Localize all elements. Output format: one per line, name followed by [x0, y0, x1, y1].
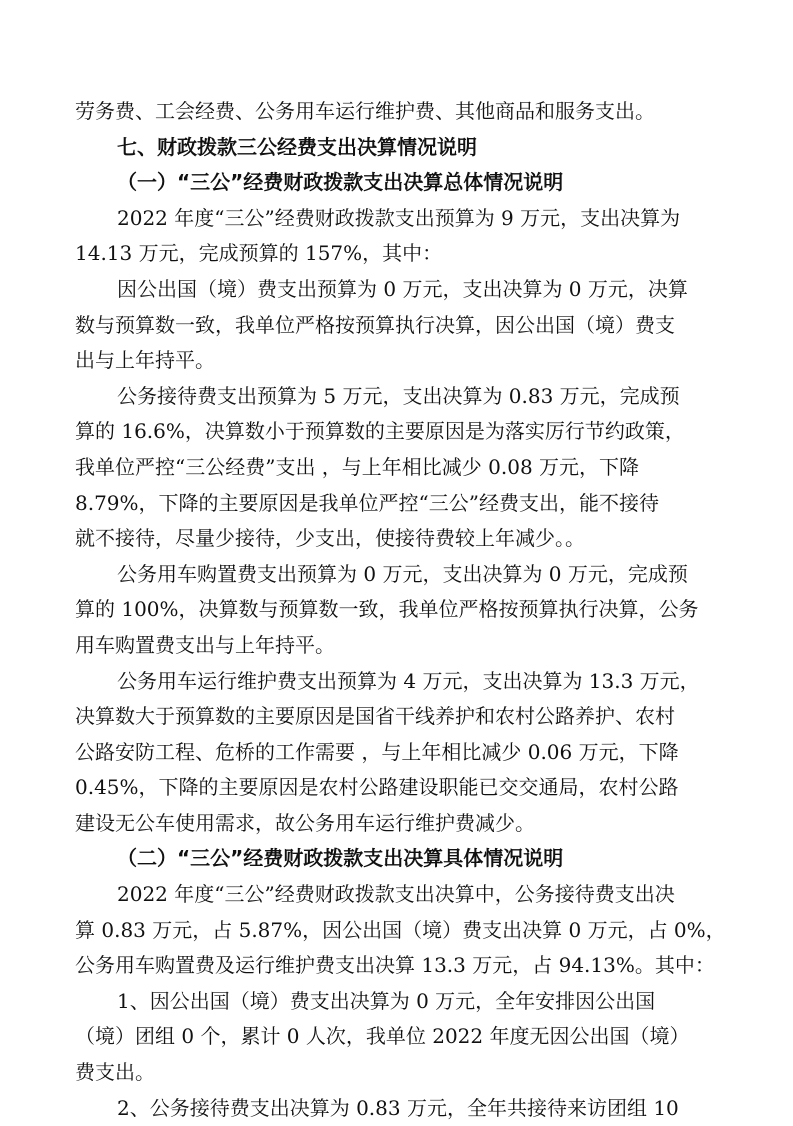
subsection-heading: （二）“三公”经费财政拨款支出决算具体情况说明	[117, 846, 564, 871]
paragraph-line: 公务接待费支出预算为 5 万元，支出决算为 0.83 万元，完成预	[117, 383, 680, 408]
paragraph-line: 费支出。	[75, 1060, 155, 1085]
paragraph-line: 就不接待，尽量少接待，少支出，使接待费较上年减少。。	[75, 526, 585, 551]
paragraph-line: 我单位严控“三公经费”支出 ，与上年相比减少 0.08 万元，下降	[75, 454, 640, 479]
paragraph-line: 因公出国（境）费支出预算为 0 万元，支出决算为 0 万元，决算	[117, 276, 688, 301]
paragraph-line: （境）团组 0 个，累计 0 人次，我单位 2022 年度无因公出国（境）	[75, 1024, 690, 1049]
paragraph-line: 用车购置费支出与上年持平。	[75, 632, 335, 657]
paragraph-line: 1、因公出国（境）费支出决算为 0 万元，全年安排因公出国	[117, 988, 656, 1013]
paragraph-line: 决算数大于预算数的主要原因是国省干线养护和农村公路养护、农村	[75, 704, 675, 729]
paragraph-line: 算 0.83 万元，占 5.87%，因公出国（境）费支出决算 0 万元，占 0%，	[75, 917, 726, 942]
paragraph-line: 公务用车购置费及运行维护费支出决算 13.3 万元，占 94.13%。其中：	[75, 953, 715, 978]
document-body	[75, 94, 726, 1126]
paragraph-line: 2022 年度“三公”经费财政拨款支出预算为 9 万元，支出决算为	[117, 205, 681, 230]
paragraph-line: 数与预算数一致，我单位严格按预算执行决算，因公出国（境）费支	[75, 312, 675, 337]
paragraph-line: 8.79%，下降的主要原因是我单位严控“三公”经费支出，能不接待	[75, 490, 659, 515]
paragraph-line: 劳务费、工会经费、公务用车运行维护费、其他商品和服务支出。	[75, 99, 655, 123]
paragraph-line: 0.45%，下降的主要原因是农村公路建设职能已交交通局，农村公路	[75, 775, 679, 800]
paragraph-line: 出与上年持平。	[75, 348, 215, 373]
paragraph-line: 算的 100%，决算数与预算数一致，我单位严格按预算执行决算，公务	[75, 597, 699, 622]
paragraph-line: 公务用车运行维护费支出预算为 4 万元，支出决算为 13.3 万元，	[117, 668, 700, 693]
paragraph-line: 算的 16.6%，决算数小于预算数的主要原因是为落实厉行节约政策，	[75, 419, 685, 444]
paragraph-line: 14.13 万元，完成预算的 157%，其中：	[75, 241, 443, 266]
subsection-heading: （一）“三公”经费财政拨款支出决算总体情况说明	[117, 170, 564, 195]
paragraph-line: 公路安防工程、危桥的工作需要 ，与上年相比减少 0.06 万元，下降	[75, 739, 679, 764]
paragraph-line: 建设无公车使用需求，故公务用车运行维护费减少。	[75, 810, 535, 835]
paragraph-line: 2、公务接待费支出决算为 0.83 万元，全年共接待来访团组 10	[117, 1095, 679, 1120]
section-heading: 七、财政拨款三公经费支出决算情况说明	[117, 134, 477, 159]
paragraph-line: 2022 年度“三公”经费财政拨款支出决算中，公务接待费支出决	[117, 882, 675, 907]
paragraph-line: 公务用车购置费支出预算为 0 万元，支出决算为 0 万元，完成预	[117, 561, 688, 586]
